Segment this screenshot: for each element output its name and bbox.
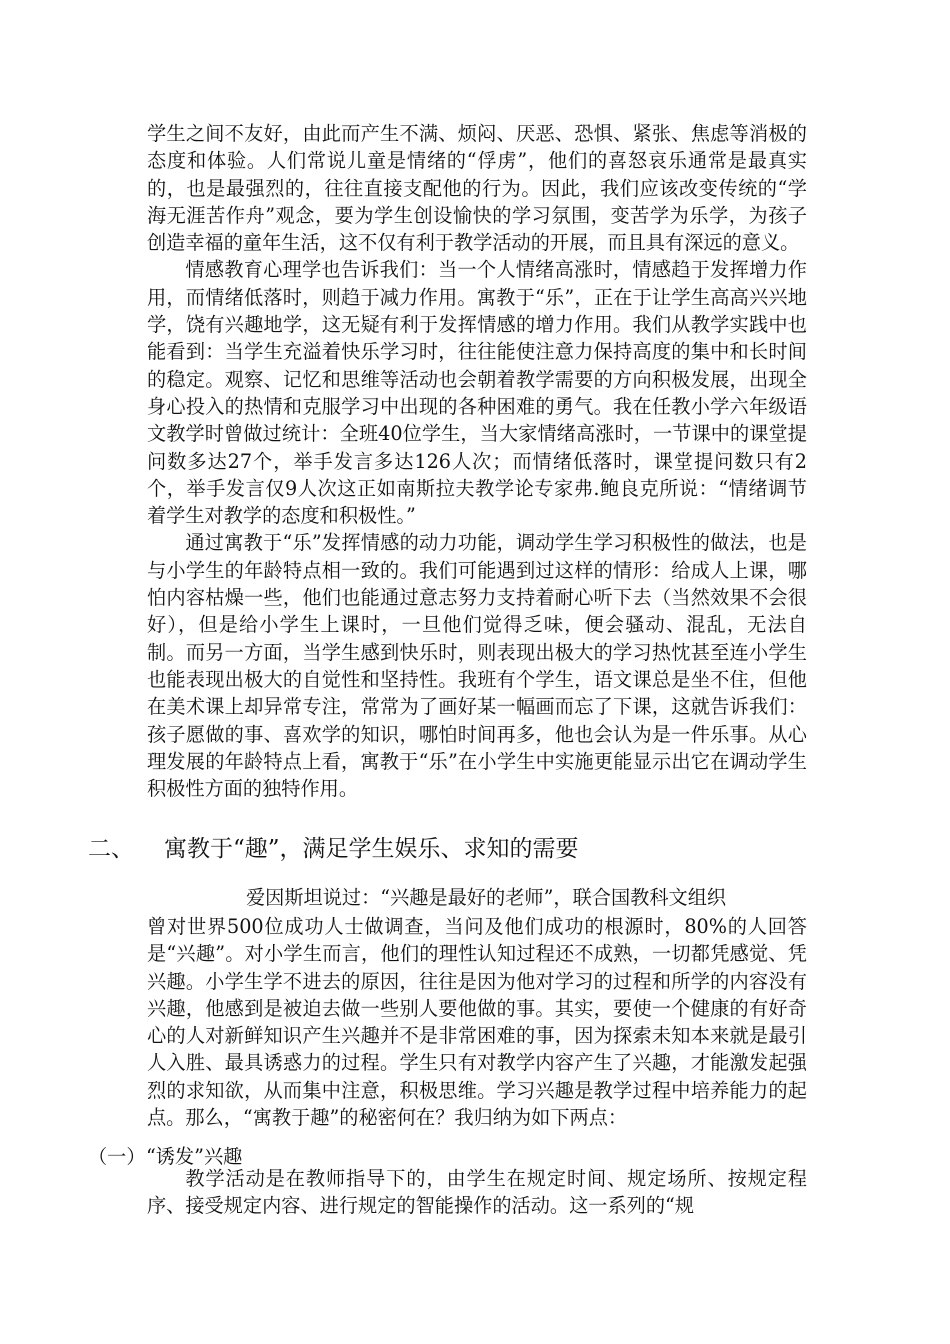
body-text-top xyxy=(147,120,807,802)
section-number: 二、 xyxy=(88,836,134,862)
section-title: 寓教于“趣”，满足学生娱乐、求知的需要 xyxy=(164,836,579,862)
body-text-bottom xyxy=(147,1165,807,1220)
paragraph-5: 教学活动是在教师指导下的，由学生在规定时间、规定场所、按规定程序、接受规定内容、进行规定的智能操作的活动。这一系列的“规 xyxy=(147,1167,807,1218)
sub-heading-number: （一） xyxy=(88,1145,146,1168)
sub-heading-title: “诱发”兴趣 xyxy=(146,1145,243,1168)
paragraph-1: 学生之间不友好，由此而产生不满、烦闷、厌恶、恐惧、紧张、焦虑等消极的态度和体验。人们常说儿童是情绪的“俘虏”，他们的喜怒哀乐通常是最真实的，也是最强烈的，往往直接支配他的行为。因此，我们应该改变传统的“学海无涯苦作舟”观念，要为学生创设愉快的学习氛围，变苦学为乐学，为孩子创造幸福的童年生活，这不仅有利于教学活动的开展，而且具有深远的意义。 xyxy=(147,122,807,255)
section-heading xyxy=(88,832,579,866)
paragraph-3: 通过寓教于“乐”发挥情感的动力功能，调动学生学习积极性的做法，也是与小学生的年龄特点相一致的。我们可能遇到过这样的情形：给成人上课，哪怕内容枯燥一些，他们也能通过意志努力支持着耐心听下去（当然效果不会很好），但是给小学生上课时，一旦他们觉得乏味，便会骚动、混乱，无法自制。而另一方面，当学生感到快乐时，则表现出极大的学习热忱甚至连小学生也能表现出极大的自觉性和坚持性。我班有个学生，语文课总是坐不住，但他在美术课上却异常专注，常常为了画好某一幅画而忘了下课，这就告诉我们：孩子愿做的事、喜欢学的知识，哪怕时间再多，他也会认为是一件乐事。从心理发展的年龄特点上看，寓教于“乐”在小学生中实施更能显示出它在调动学生积极性方面的独特作用。 xyxy=(147,531,807,801)
paragraph-4: 曾对世界500位成功人士做调查，当问及他们成功的根源时，80%的人回答是“兴趣”。对小学生而言，他们的理性认知过程还不成熟，一切都凭感觉、凭兴趣。小学生学不进去的原因，往往是因为他对学习的过程和所学的内容没有兴趣，他感到是被迫去做一些别人要他做的事。其实，要使一个健康的有好奇心的人对新鲜知识产生兴趣并不是非常困难的事，因为探索未知本来就是最引人入胜、最具诱惑力的过程。学生只有对教学内容产生了兴趣，才能激发起强烈的求知欲，从而集中注意，积极思维。学习兴趣是教学过程中培养能力的起点。那么，“寓教于趣”的秘密何在？我归纳为如下两点： xyxy=(147,915,807,1130)
paragraph-2: 情感教育心理学也告诉我们：当一个人情绪高涨时，情感趋于发挥增力作用，而情绪低落时，则趋于减力作用。寓教于“乐”，正在于让学生高高兴兴地学，饶有兴趣地学，这无疑有利于发挥情感的增力作用。我们从教学实践中也能看到：当学生充溢着快乐学习时，往往能使注意力保持高度的集中和长时间的稳定。观察、记忆和思维等活动也会朝着教学需要的方向积极发展，出现全身心投入的热情和克服学习中出现的各种困难的勇气。我在任教小学六年级语文教学时曾做过统计：全班40位学生，当大家情绪高涨时，一节课中的课堂提问数多达27个，举手发言多达126人次；而情绪低落时，课堂提问数只有2个，举手发言仅9人次这正如南斯拉夫教学论专家弗.鲍良克所说：“情绪调节着学生对教学的态度和积极性。” xyxy=(147,258,807,528)
quote-line: 爱因斯坦说过：“兴趣是最好的老师”，联合国教科文组织 xyxy=(246,886,727,909)
body-text-middle xyxy=(147,913,807,1131)
